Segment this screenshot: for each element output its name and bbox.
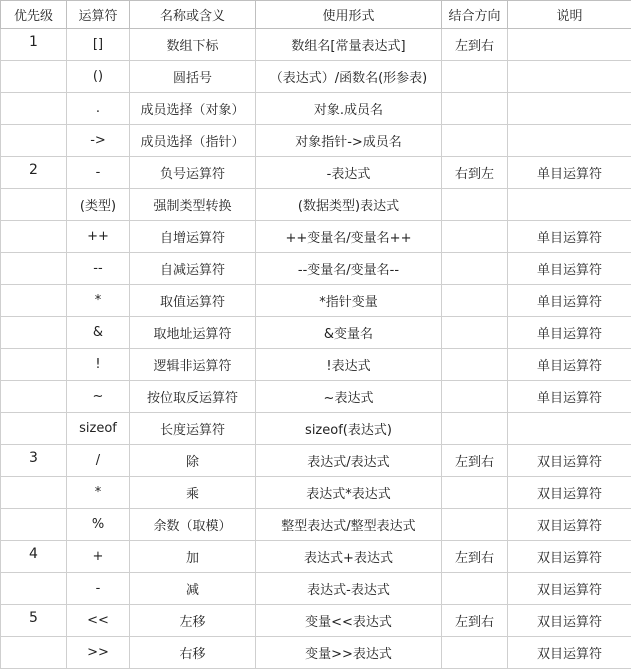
operator-cell: * bbox=[67, 285, 130, 317]
priority-cell bbox=[1, 509, 67, 541]
usage-cell: sizeof(表达式) bbox=[256, 413, 442, 445]
name-cell: 取值运算符 bbox=[130, 285, 256, 317]
operator-cell: >> bbox=[67, 637, 130, 669]
associativity-cell bbox=[442, 285, 508, 317]
table-row bbox=[1, 605, 631, 637]
usage-cell: 表达式/表达式 bbox=[256, 445, 442, 477]
associativity-cell bbox=[442, 413, 508, 445]
associativity-cell bbox=[442, 61, 508, 93]
header-row bbox=[1, 1, 631, 29]
note-cell bbox=[508, 125, 631, 157]
priority-cell bbox=[1, 93, 67, 125]
note-cell bbox=[508, 413, 631, 445]
priority-cell bbox=[1, 125, 67, 157]
name-cell: 按位取反运算符 bbox=[130, 381, 256, 413]
associativity-cell bbox=[442, 221, 508, 253]
usage-cell: 变量<<表达式 bbox=[256, 605, 442, 637]
operator-cell: ~ bbox=[67, 381, 130, 413]
name-cell: 圆括号 bbox=[130, 61, 256, 93]
name-cell: 强制类型转换 bbox=[130, 189, 256, 221]
note-cell: 单目运算符 bbox=[508, 157, 631, 189]
name-cell: 成员选择（对象） bbox=[130, 93, 256, 125]
priority-cell: 4 bbox=[1, 541, 67, 573]
associativity-cell bbox=[442, 317, 508, 349]
table-row bbox=[1, 477, 631, 509]
name-cell: 乘 bbox=[130, 477, 256, 509]
usage-cell: &变量名 bbox=[256, 317, 442, 349]
table-row bbox=[1, 29, 631, 61]
note-cell: 双目运算符 bbox=[508, 637, 631, 669]
priority-cell bbox=[1, 189, 67, 221]
usage-cell: 表达式*表达式 bbox=[256, 477, 442, 509]
name-cell: 自减运算符 bbox=[130, 253, 256, 285]
name-cell: 加 bbox=[130, 541, 256, 573]
note-cell bbox=[508, 189, 631, 221]
header-usage: 使用形式 bbox=[256, 1, 442, 29]
usage-cell: 表达式-表达式 bbox=[256, 573, 442, 605]
usage-cell: --变量名/变量名-- bbox=[256, 253, 442, 285]
operator-cell: - bbox=[67, 573, 130, 605]
usage-cell: 对象.成员名 bbox=[256, 93, 442, 125]
operator-cell: -> bbox=[67, 125, 130, 157]
header-associativity: 结合方向 bbox=[442, 1, 508, 29]
table-row bbox=[1, 573, 631, 605]
operator-cell: / bbox=[67, 445, 130, 477]
priority-cell: 2 bbox=[1, 157, 67, 189]
table-row bbox=[1, 413, 631, 445]
note-cell: 单目运算符 bbox=[508, 349, 631, 381]
operator-cell: (类型) bbox=[67, 189, 130, 221]
usage-cell: -表达式 bbox=[256, 157, 442, 189]
header-operator: 运算符 bbox=[67, 1, 130, 29]
associativity-cell bbox=[442, 189, 508, 221]
table-row bbox=[1, 61, 631, 93]
note-cell: 双目运算符 bbox=[508, 445, 631, 477]
name-cell: 成员选择（指针） bbox=[130, 125, 256, 157]
usage-cell: 表达式+表达式 bbox=[256, 541, 442, 573]
associativity-cell bbox=[442, 253, 508, 285]
priority-cell bbox=[1, 637, 67, 669]
name-cell: 长度运算符 bbox=[130, 413, 256, 445]
usage-cell: 数组名[常量表达式] bbox=[256, 29, 442, 61]
operator-cell: () bbox=[67, 61, 130, 93]
note-cell bbox=[508, 93, 631, 125]
table-row bbox=[1, 253, 631, 285]
note-cell bbox=[508, 61, 631, 93]
table-row bbox=[1, 221, 631, 253]
usage-cell: (数据类型)表达式 bbox=[256, 189, 442, 221]
name-cell: 右移 bbox=[130, 637, 256, 669]
priority-cell: 5 bbox=[1, 605, 67, 637]
note-cell: 单目运算符 bbox=[508, 381, 631, 413]
priority-cell: 1 bbox=[1, 29, 67, 61]
usage-cell: （表达式）/函数名(形参表) bbox=[256, 61, 442, 93]
table-row bbox=[1, 285, 631, 317]
associativity-cell: 左到右 bbox=[442, 605, 508, 637]
table-row bbox=[1, 445, 631, 477]
note-cell: 单目运算符 bbox=[508, 285, 631, 317]
table-row bbox=[1, 317, 631, 349]
associativity-cell bbox=[442, 93, 508, 125]
operator-cell: & bbox=[67, 317, 130, 349]
associativity-cell bbox=[442, 573, 508, 605]
operator-cell: ++ bbox=[67, 221, 130, 253]
table-row bbox=[1, 349, 631, 381]
table-row bbox=[1, 637, 631, 669]
priority-cell bbox=[1, 285, 67, 317]
priority-cell bbox=[1, 477, 67, 509]
priority-cell bbox=[1, 349, 67, 381]
usage-cell: 对象指针->成员名 bbox=[256, 125, 442, 157]
priority-cell bbox=[1, 253, 67, 285]
operator-cell: sizeof bbox=[67, 413, 130, 445]
associativity-cell bbox=[442, 381, 508, 413]
table-body bbox=[1, 29, 631, 669]
operator-cell: -- bbox=[67, 253, 130, 285]
note-cell: 双目运算符 bbox=[508, 605, 631, 637]
priority-cell bbox=[1, 413, 67, 445]
note-cell: 单目运算符 bbox=[508, 317, 631, 349]
usage-cell: ++变量名/变量名++ bbox=[256, 221, 442, 253]
header-priority: 优先级 bbox=[1, 1, 67, 29]
table-row bbox=[1, 157, 631, 189]
name-cell: 逻辑非运算符 bbox=[130, 349, 256, 381]
usage-cell: ~表达式 bbox=[256, 381, 442, 413]
table-row bbox=[1, 381, 631, 413]
note-cell: 单目运算符 bbox=[508, 221, 631, 253]
operator-cell: - bbox=[67, 157, 130, 189]
name-cell: 取地址运算符 bbox=[130, 317, 256, 349]
operator-cell: + bbox=[67, 541, 130, 573]
note-cell: 双目运算符 bbox=[508, 573, 631, 605]
usage-cell: 整型表达式/整型表达式 bbox=[256, 509, 442, 541]
note-cell: 双目运算符 bbox=[508, 509, 631, 541]
note-cell: 单目运算符 bbox=[508, 253, 631, 285]
operator-cell: [] bbox=[67, 29, 130, 61]
priority-cell bbox=[1, 61, 67, 93]
priority-cell bbox=[1, 573, 67, 605]
associativity-cell bbox=[442, 637, 508, 669]
table-row bbox=[1, 189, 631, 221]
table-row bbox=[1, 541, 631, 573]
associativity-cell bbox=[442, 477, 508, 509]
associativity-cell bbox=[442, 509, 508, 541]
note-cell: 双目运算符 bbox=[508, 477, 631, 509]
name-cell: 除 bbox=[130, 445, 256, 477]
priority-cell bbox=[1, 317, 67, 349]
note-cell: 双目运算符 bbox=[508, 541, 631, 573]
operator-cell: ! bbox=[67, 349, 130, 381]
associativity-cell bbox=[442, 349, 508, 381]
associativity-cell: 左到右 bbox=[442, 445, 508, 477]
priority-cell: 3 bbox=[1, 445, 67, 477]
header-note: 说明 bbox=[508, 1, 631, 29]
name-cell: 自增运算符 bbox=[130, 221, 256, 253]
associativity-cell bbox=[442, 125, 508, 157]
name-cell: 负号运算符 bbox=[130, 157, 256, 189]
operator-cell: * bbox=[67, 477, 130, 509]
name-cell: 余数（取模） bbox=[130, 509, 256, 541]
table-row bbox=[1, 125, 631, 157]
name-cell: 减 bbox=[130, 573, 256, 605]
operator-cell: % bbox=[67, 509, 130, 541]
table-row bbox=[1, 93, 631, 125]
note-cell bbox=[508, 29, 631, 61]
table-row bbox=[1, 509, 631, 541]
operator-cell: . bbox=[67, 93, 130, 125]
associativity-cell: 左到右 bbox=[442, 29, 508, 61]
priority-cell bbox=[1, 381, 67, 413]
associativity-cell: 左到右 bbox=[442, 541, 508, 573]
usage-cell: 变量>>表达式 bbox=[256, 637, 442, 669]
usage-cell: *指针变量 bbox=[256, 285, 442, 317]
usage-cell: !表达式 bbox=[256, 349, 442, 381]
operator-cell: << bbox=[67, 605, 130, 637]
priority-cell bbox=[1, 221, 67, 253]
associativity-cell: 右到左 bbox=[442, 157, 508, 189]
name-cell: 左移 bbox=[130, 605, 256, 637]
header-name: 名称或含义 bbox=[130, 1, 256, 29]
name-cell: 数组下标 bbox=[130, 29, 256, 61]
